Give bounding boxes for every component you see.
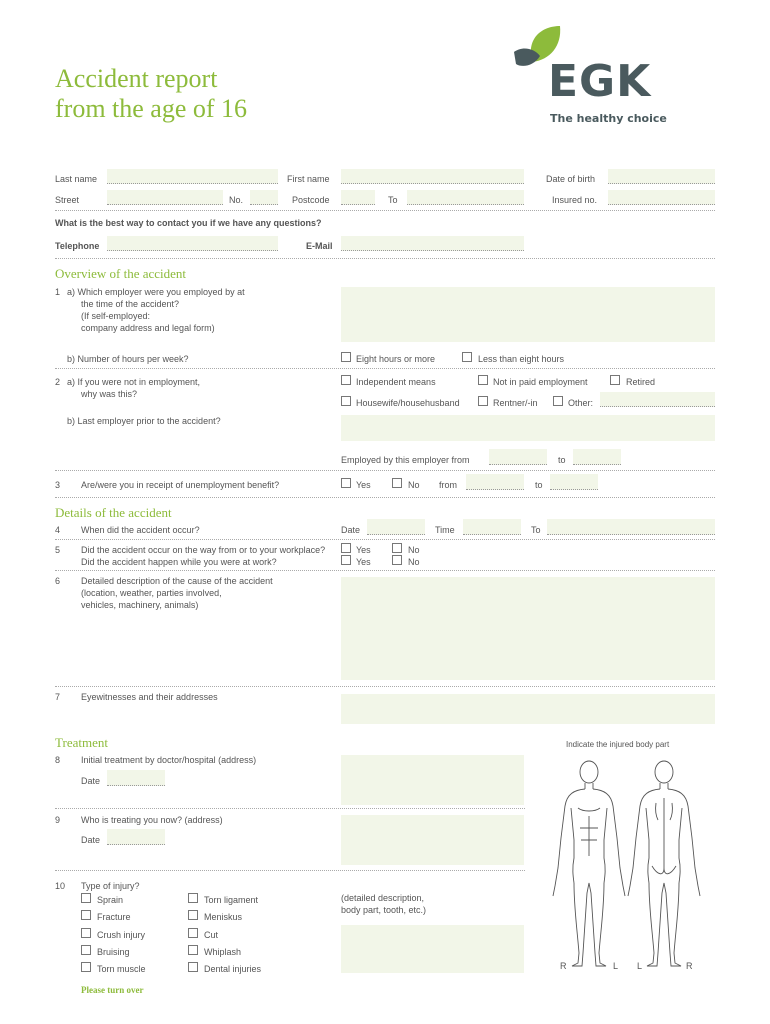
accident-time-label: Time bbox=[435, 525, 455, 535]
injury-description-hint: (detailed description, bbox=[341, 893, 425, 903]
less-eight-hours-label: Less than eight hours bbox=[478, 354, 565, 364]
q8-number: 8 bbox=[55, 755, 61, 765]
back-left-marker: L bbox=[637, 961, 643, 971]
separator bbox=[55, 368, 715, 369]
fracture-label: Fracture bbox=[97, 912, 131, 922]
q3-text: Are/were you in receipt of unemployment benefit? bbox=[81, 480, 280, 490]
way-to-work-yes-checkbox[interactable] bbox=[341, 543, 351, 553]
q10-number: 10 bbox=[55, 881, 66, 891]
please-turn-over: Please turn over bbox=[81, 985, 144, 995]
accident-date-field[interactable] bbox=[367, 519, 425, 535]
cut-checkbox[interactable] bbox=[188, 928, 198, 938]
treatment-heading: Treatment bbox=[55, 735, 108, 750]
q1a-text-2: the time of the accident? bbox=[81, 299, 180, 309]
whiplash-checkbox[interactable] bbox=[188, 945, 198, 955]
last-name-label: Last name bbox=[55, 174, 98, 184]
unemployment-to-label: to bbox=[535, 480, 543, 490]
separator bbox=[55, 570, 715, 571]
torn-muscle-checkbox[interactable] bbox=[81, 962, 91, 972]
q4-text: When did the accident occur? bbox=[81, 525, 200, 535]
eyewitnesses-field[interactable] bbox=[341, 694, 715, 724]
separator bbox=[55, 539, 715, 540]
housewife-label: Housewife/househusband bbox=[356, 398, 460, 408]
telephone-field[interactable] bbox=[107, 236, 278, 251]
independent-means-label: Independent means bbox=[356, 377, 436, 387]
brand-name: EGK bbox=[548, 56, 652, 107]
whiplash-label: Whiplash bbox=[204, 947, 242, 957]
postcode-label: Postcode bbox=[292, 195, 330, 205]
less-eight-hours-checkbox[interactable] bbox=[462, 352, 472, 362]
other-label: Other: bbox=[568, 398, 594, 408]
bruising-label: Bruising bbox=[97, 947, 130, 957]
unemployment-no-checkbox[interactable] bbox=[392, 478, 402, 488]
bruising-checkbox[interactable] bbox=[81, 945, 91, 955]
initial-treatment-field[interactable] bbox=[341, 755, 524, 805]
employed-to-field[interactable] bbox=[573, 449, 621, 465]
other-checkbox[interactable] bbox=[553, 396, 563, 406]
crush-injury-checkbox[interactable] bbox=[81, 928, 91, 938]
accident-date-label: Date bbox=[341, 525, 361, 535]
not-paid-employment-label: Not in paid employment bbox=[493, 377, 588, 387]
dental-injuries-label: Dental injuries bbox=[204, 964, 262, 974]
q5-number: 5 bbox=[55, 545, 61, 555]
q3-number: 3 bbox=[55, 480, 61, 490]
q2a-text: a) If you were not in employment, bbox=[67, 377, 201, 387]
last-name-field[interactable] bbox=[107, 169, 278, 184]
overview-heading: Overview of the accident bbox=[55, 266, 187, 281]
q7-text: Eyewitnesses and their addresses bbox=[81, 692, 218, 702]
initial-treatment-date-field[interactable] bbox=[107, 770, 165, 786]
telephone-label: Telephone bbox=[55, 241, 100, 251]
current-treatment-field[interactable] bbox=[341, 815, 524, 865]
employed-from-label: Employed by this employer from bbox=[341, 455, 470, 465]
q1a-text: a) Which employer were you employed by at bbox=[67, 287, 245, 297]
insured-no-label: Insured no. bbox=[552, 195, 598, 205]
current-treatment-date-label: Date bbox=[81, 835, 101, 845]
brand-tagline: The healthy choice bbox=[550, 112, 667, 125]
unemployment-from-label: from bbox=[439, 480, 457, 490]
unemployment-no-label: No bbox=[408, 480, 420, 490]
way-to-work-no-label: No bbox=[408, 545, 420, 555]
at-work-no-label: No bbox=[408, 557, 420, 567]
independent-means-checkbox[interactable] bbox=[341, 375, 351, 385]
dob-field[interactable] bbox=[608, 169, 715, 184]
sprain-label: Sprain bbox=[97, 895, 124, 905]
retired-label: Retired bbox=[626, 377, 656, 387]
initial-treatment-date-label: Date bbox=[81, 776, 101, 786]
town-field[interactable] bbox=[407, 190, 524, 205]
rentner-checkbox[interactable] bbox=[478, 396, 488, 406]
town-label: To bbox=[388, 195, 398, 205]
eight-hours-more-checkbox[interactable] bbox=[341, 352, 351, 362]
postcode-field[interactable] bbox=[341, 190, 375, 205]
torn-muscle-label: Torn muscle bbox=[97, 964, 146, 974]
q1b-text: b) Number of hours per week? bbox=[67, 354, 189, 364]
body-part-hint: Indicate the injured body part bbox=[566, 740, 670, 749]
q6-text: Detailed description of the cause of the accident bbox=[81, 576, 273, 586]
way-to-work-no-checkbox[interactable] bbox=[392, 543, 402, 553]
sprain-checkbox[interactable] bbox=[81, 893, 91, 903]
q6-text-3: vehicles, machinery, animals) bbox=[81, 600, 199, 610]
q2a-text-2: why was this? bbox=[81, 389, 138, 399]
q9-number: 9 bbox=[55, 815, 61, 825]
fracture-checkbox[interactable] bbox=[81, 910, 91, 920]
eight-hours-more-label: Eight hours or more bbox=[356, 354, 436, 364]
front-left-marker: L bbox=[613, 961, 619, 971]
q9-text: Who is treating you now? (address) bbox=[81, 815, 223, 825]
separator bbox=[55, 497, 715, 498]
separator bbox=[55, 686, 715, 687]
page-title-line2: from the age of 16 bbox=[55, 94, 248, 123]
at-work-no-checkbox[interactable] bbox=[392, 555, 402, 565]
q6-number: 6 bbox=[55, 576, 61, 586]
separator bbox=[55, 258, 715, 259]
street-field[interactable] bbox=[107, 190, 223, 205]
street-label: Street bbox=[55, 195, 80, 205]
first-name-field[interactable] bbox=[341, 169, 524, 184]
retired-checkbox[interactable] bbox=[610, 375, 620, 385]
not-paid-employment-checkbox[interactable] bbox=[478, 375, 488, 385]
rentner-label: Rentner/-in bbox=[493, 398, 538, 408]
torn-ligament-checkbox[interactable] bbox=[188, 893, 198, 903]
dental-injuries-checkbox[interactable] bbox=[188, 962, 198, 972]
q10-text: Type of injury? bbox=[81, 881, 140, 891]
injury-description-field[interactable] bbox=[341, 925, 524, 973]
housewife-checkbox[interactable] bbox=[341, 396, 351, 406]
unemployment-to-field[interactable] bbox=[550, 474, 598, 490]
other-field[interactable] bbox=[600, 392, 715, 407]
body-diagram-icon[interactable] bbox=[552, 758, 712, 973]
at-work-yes-label: Yes bbox=[356, 557, 371, 567]
q1a-text-4: company address and legal form) bbox=[81, 323, 215, 333]
at-work-yes-checkbox[interactable] bbox=[341, 555, 351, 565]
employed-from-field[interactable] bbox=[489, 449, 547, 465]
way-to-work-yes-label: Yes bbox=[356, 545, 371, 555]
crush-injury-label: Crush injury bbox=[97, 930, 146, 940]
separator bbox=[55, 808, 525, 809]
separator bbox=[55, 470, 715, 471]
page-title-line1: Accident report bbox=[55, 64, 218, 93]
back-right-marker: R bbox=[686, 961, 693, 971]
accident-description-field[interactable] bbox=[341, 577, 715, 680]
q8-text: Initial treatment by doctor/hospital (address) bbox=[81, 755, 257, 765]
torn-ligament-label: Torn ligament bbox=[204, 895, 259, 905]
q6-text-2: (location, weather, parties involved, bbox=[81, 588, 222, 598]
injury-description-hint-2: body part, tooth, etc.) bbox=[341, 905, 427, 915]
q5a-text: Did the accident occur on the way from or to your workplace? bbox=[81, 545, 326, 555]
details-heading: Details of the accident bbox=[55, 505, 172, 520]
accident-time-field[interactable] bbox=[463, 519, 521, 535]
meniskus-label: Meniskus bbox=[204, 912, 243, 922]
cut-label: Cut bbox=[204, 930, 219, 940]
current-treatment-date-field[interactable] bbox=[107, 829, 165, 845]
q1-number: 1 bbox=[55, 287, 61, 297]
unemployment-yes-checkbox[interactable] bbox=[341, 478, 351, 488]
q5b-text: Did the accident happen while you were at work? bbox=[81, 557, 277, 567]
front-right-marker: R bbox=[560, 961, 567, 971]
q7-number: 7 bbox=[55, 692, 61, 702]
dob-label: Date of birth bbox=[546, 174, 596, 184]
employed-to-label: to bbox=[558, 455, 566, 465]
contact-question: What is the best way to contact you if we have any questions? bbox=[55, 218, 322, 228]
email-label: E-Mail bbox=[306, 241, 333, 251]
q2b-text: b) Last employer prior to the accident? bbox=[67, 416, 221, 426]
accident-place-field[interactable] bbox=[547, 519, 715, 535]
first-name-label: First name bbox=[287, 174, 330, 184]
insured-no-field[interactable] bbox=[608, 190, 715, 205]
email-field[interactable] bbox=[341, 236, 524, 251]
unemployment-from-field[interactable] bbox=[466, 474, 524, 490]
house-no-field[interactable] bbox=[250, 190, 278, 205]
q1a-text-3: (If self-employed: bbox=[81, 311, 151, 321]
house-no-label: No. bbox=[229, 195, 244, 205]
accident-to-label: To bbox=[531, 525, 541, 535]
last-employer-field[interactable] bbox=[341, 415, 715, 441]
employer-field[interactable] bbox=[341, 287, 715, 342]
separator bbox=[55, 210, 715, 211]
q4-number: 4 bbox=[55, 525, 61, 535]
meniskus-checkbox[interactable] bbox=[188, 910, 198, 920]
q2-number: 2 bbox=[55, 377, 61, 387]
unemployment-yes-label: Yes bbox=[356, 480, 371, 490]
separator bbox=[55, 870, 525, 871]
